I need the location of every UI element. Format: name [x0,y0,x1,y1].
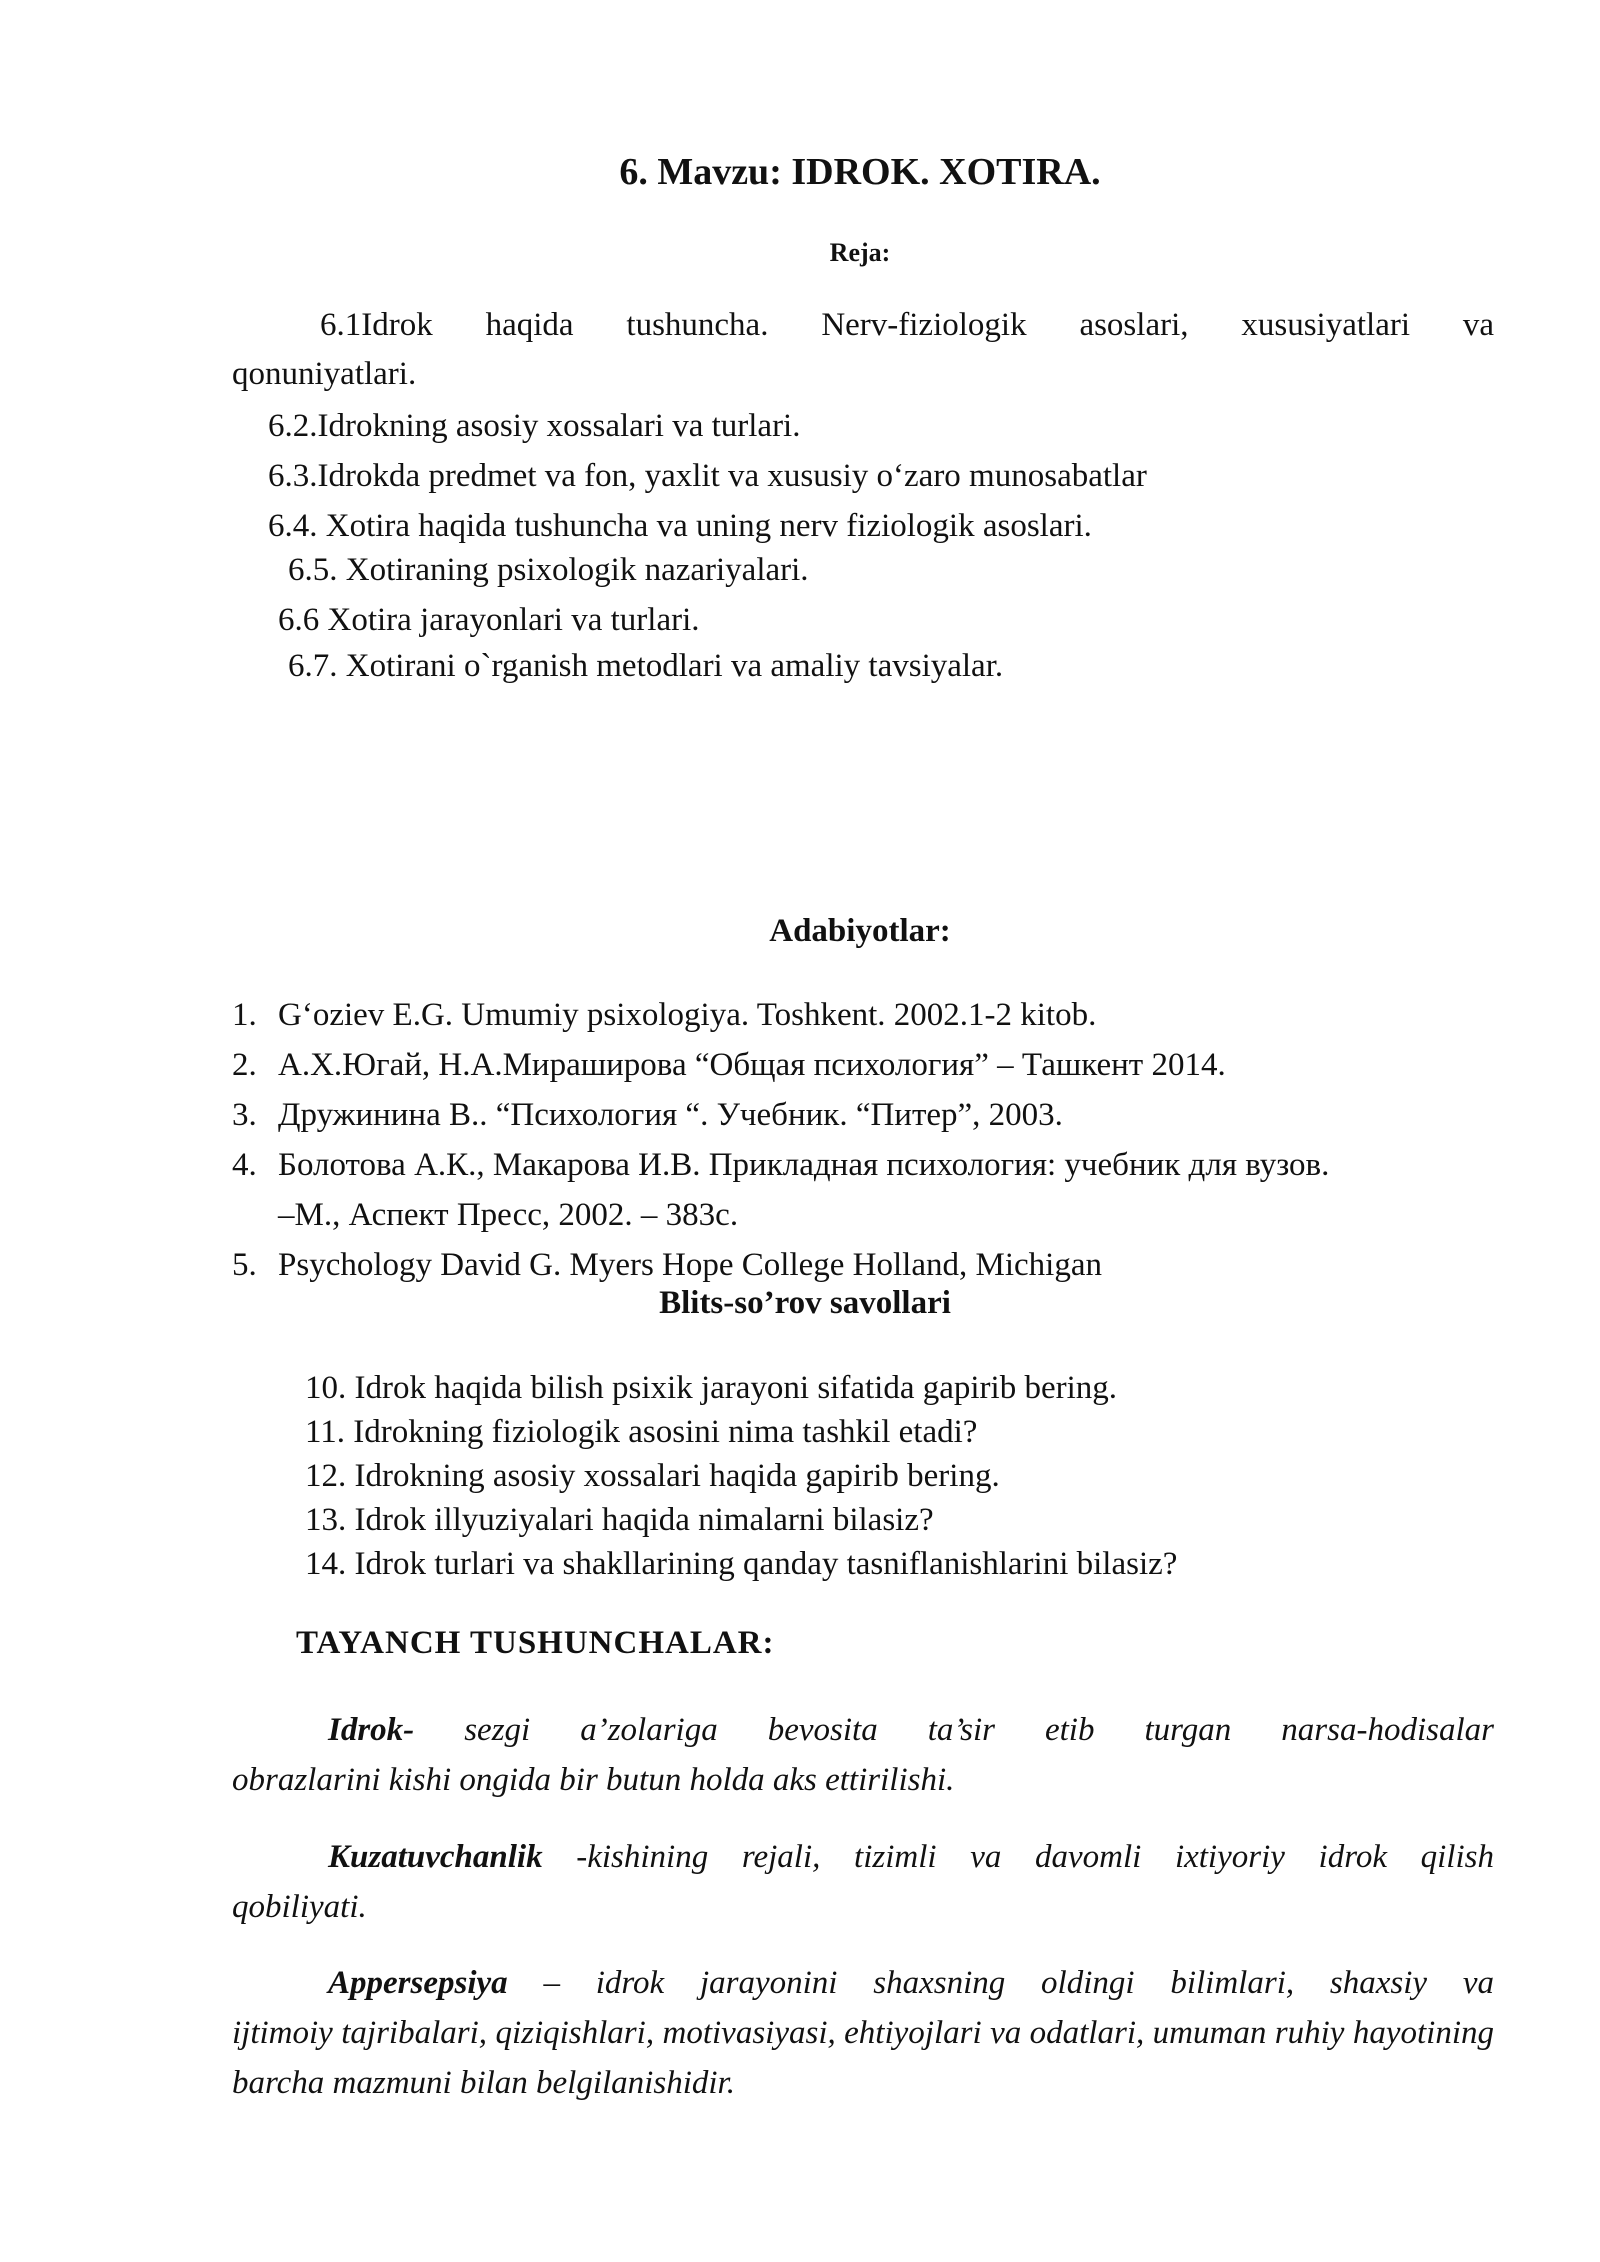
concept-text-start: – idrok jarayonini shaxsning oldingi bilimlari, shaxsiy va [507,1965,1494,2001]
plan-item-2: 6.2.Idrokning asosiy xossalari va turlari. [268,408,801,444]
plan-item-7: 6.7. Xotirani o`rganish metodlari va amaliy tavsiyalar. [288,648,1004,684]
literature-item-continuation: –М., Аспект Пресс, 2002. – 383с. [278,1197,739,1233]
plan-item-4: 6.4. Xotira haqida tushuncha va uning nerv fiziologik asoslari. [268,508,1092,544]
literature-item-text: Psychology David G. Myers Hope College Holland, Michigan [278,1247,1102,1283]
literature-item [232,990,257,1040]
plan-item-1-line-1: 6.1Idrok haqida tushuncha. Nerv-fiziologik asoslari, xususiyatlari va [320,307,1494,343]
plan-item-1-line-2: qonuniyatlari. [232,356,417,392]
concept-first-line [232,1705,1494,1755]
concept-definition [232,1705,1494,1805]
concept-text-start: sezgi a’zolariga bevosita ta’sir etib turgan narsa-hodisalar [414,1712,1494,1748]
plan-item-5: 6.5. Xotiraning psixologik nazariyalari. [288,552,809,588]
question-item: 11. Idrokning fiziologik asosini nima tashkil etadi? [305,1414,978,1450]
plan-item-6: 6.6 Xotira jarayonlari va turlari. [278,602,700,638]
concept-text-rest: ijtimoiy tajribalari, qiziqishlari, motivasiyasi, ehtiyojlari va odatlari, umuman ruhiy hayotining barcha mazmuni bilan belgilanishidir. [232,2015,1494,2101]
literature-item-text: Болотова А.К., Макарова И.В. Прикладная психология: учебник для вузов. [278,1147,1330,1183]
literature-item-text: G‘oziev E.G. Umumiy psixologiya. Toshkent. 2002.1-2 kitob. [278,997,1097,1033]
concept-definition [232,1958,1494,2108]
literature-item-text: А.Х.Югай, Н.А.Мираширова “Общая психология” – Ташкент 2014. [278,1047,1226,1083]
concept-first-line [232,1832,1494,1882]
literature-item-number: 3. [232,1097,257,1133]
question-item: 10. Idrok haqida bilish psixik jarayoni sifatida gapirib bering. [305,1370,1117,1406]
question-item: 14. Idrok turlari va shakllarining qanday tasniflanishlarini bilasiz? [305,1546,1178,1582]
question-item: 13. Idrok illyuziyalari haqida nimalarni bilasiz? [305,1502,934,1538]
plan-label: Reja: [829,238,891,267]
literature-item-number: 4. [232,1147,257,1183]
literature-item-text: Дружинина В.. “Психология “. Учебник. “Питер”, 2003. [278,1097,1063,1133]
plan-item-3: 6.3.Idrokda predmet va fon, yaxlit va xususiy o‘zaro munosabatlar [268,458,1147,494]
concept-text-rest: obrazlarini kishi ongida bir butun holda aks ettirilishi. [232,1762,955,1798]
concept-term: Idrok- [328,1712,415,1748]
question-item: 12. Idrokning asosiy xossalari haqida gapirib bering. [305,1458,1000,1494]
concept-first-line [232,1958,1494,2008]
concept-text-rest: qobiliyati. [232,1889,367,1925]
concept-definition [232,1832,1494,1932]
literature-item-number: 2. [232,1047,257,1083]
page-title: 6. Mavzu: IDROK. XOTIRA. [619,151,1101,193]
literature-item-number: 1. [232,997,257,1033]
literature-item-number: 5. [232,1247,257,1283]
literature-heading: Adabiyotlar: [769,913,951,949]
concept-text-start: -kishining rejali, tizimli va davomli ixtiyoriy idrok qilish [542,1839,1494,1875]
blits-heading: Blits-so’rov savollari [659,1285,951,1321]
concepts-heading: TAYANCH TUSHUNCHALAR: [296,1625,775,1661]
concept-term: Appersepsiya [328,1965,508,2001]
concept-term: Kuzatuvchanlik [328,1839,543,1875]
